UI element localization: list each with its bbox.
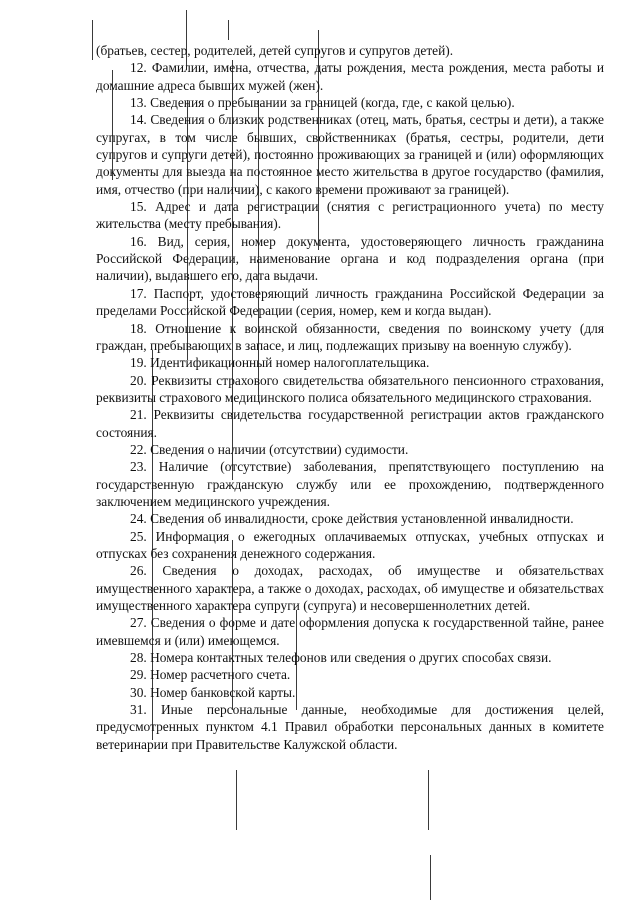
paragraph-17: 17. Паспорт, удостоверяющий личность гражданина Российской Федерации за пределами Российской Федерации (серия, номер, кем и когда выдан). — [96, 285, 604, 319]
paragraph-16: 16. Вид, серия, номер документа, удостоверяющего личность гражданина Российской Федерации, наименование органа и код подразделения органа (при наличии), выдавшего его, дата выдачи. — [96, 233, 604, 284]
document-body — [96, 42, 604, 753]
paragraph-14: 14. Сведения о близких родственниках (отец, мать, братья, сестры и дети), а также супругах, в том числе бывших, свойственниках (братья, сестры, родители, дети супругов и супруги детей), постоянно проживающих за границей и (или) оформляющих документы для выезда на постоянное место жительства в другое государство (фамилия, имя, отчество (при наличии), с какого времени проживают за границей). — [96, 112, 604, 197]
scan-line — [228, 20, 229, 40]
paragraph-27: 27. Сведения о форме и дате оформления допуска к государственной тайне, ранее имевшемся и (или) имеющемся. — [96, 615, 604, 648]
paragraph-18: 18. Отношение к воинской обязанности, сведения по воинскому учету (для граждан, пребывающих в запасе, и лиц, подлежащих призыву на военную службу). — [96, 320, 604, 353]
paragraph-13: 13. Сведения о пребывании за границей (когда, где, с какой целью). — [130, 95, 515, 111]
paragraph-23: 23. Наличие (отсутствие) заболевания, препятствующего поступлению на государственную гражданскую службу или ее прохождению, подтвержденного заключением медицинского учреждения. — [96, 459, 604, 509]
paragraph-20: 20. Реквизиты страхового свидетельства обязательного пенсионного страхования, реквизиты страхового медицинского полиса обязательного медицинского страхования. — [96, 372, 604, 405]
paragraph-19: 19. Идентификационный номер налогоплательщика. — [130, 355, 430, 371]
paragraph-25: 25. Информация о ежегодных оплачиваемых отпусках, учебных отпусках и отпусках без сохранения денежного содержания. — [96, 528, 604, 561]
paragraph-21: 21. Реквизиты свидетельства государственной регистрации актов гражданского состояния. — [96, 407, 604, 440]
paragraph-15: 15. Адрес и дата регистрации (снятия с регистрационного учета) по месту жительства (месту пребывания). — [96, 199, 604, 232]
paragraph-28: 28. Номера контактных телефонов или сведения о других способах связи. — [130, 650, 552, 666]
paragraph-31: 31. Иные персональные данные, необходимые для достижения целей, предусмотренных пунктом 4.1 Правил обработки персональных данных в комитете ветеринарии при Правительстве Калужской области. — [96, 702, 604, 752]
paragraph-22: 22. Сведения о наличии (отсутствии) судимости. — [130, 441, 409, 457]
paragraph-26: 26. Сведения о доходах, расходах, об имуществе и обязательствах имущественного характера, а также о доходах, расходах, об имуществе и обязательствах имущественного характера супруги (супруга) и несовершеннолетних детей. — [96, 563, 604, 613]
paragraph: (братьев, сестер, родителей, детей супругов и супругов детей). — [96, 43, 454, 58]
paragraph-30: 30. Номер банковской карты. — [130, 684, 296, 700]
scan-line — [430, 855, 431, 900]
scan-line — [428, 770, 429, 830]
paragraph-12: 12. Фамилии, имена, отчества, даты рождения, места рождения, места работы и домашние адреса бывших мужей (жен). — [96, 60, 604, 93]
scan-line — [236, 770, 237, 830]
scan-line — [92, 20, 93, 60]
paragraph-29: 29. Номер расчетного счета. — [130, 667, 291, 683]
paragraph-24: 24. Сведения об инвалидности, сроке действия установленной инвалидности. — [130, 511, 574, 527]
